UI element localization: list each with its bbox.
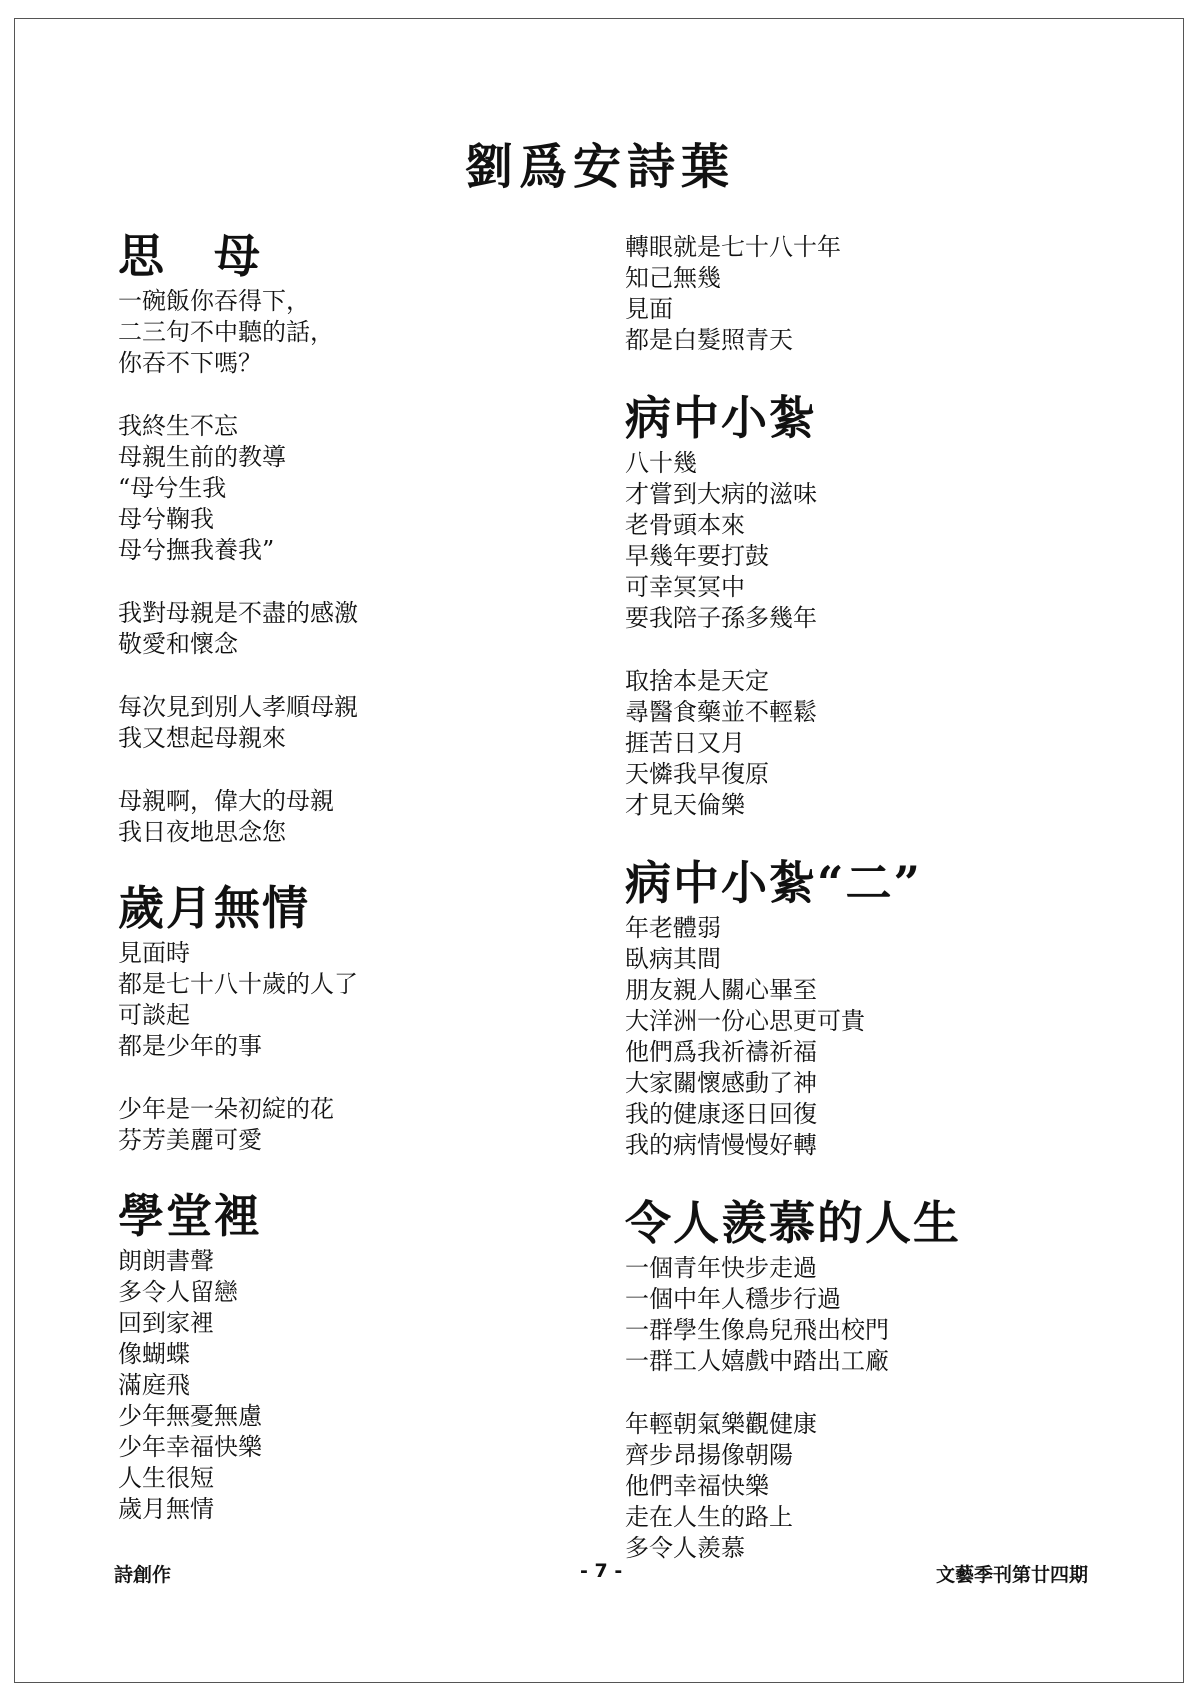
stanza [118, 1094, 598, 1156]
poem-line: 多令人留戀 [118, 1278, 238, 1306]
right-column [625, 232, 1145, 1596]
stanza [118, 598, 598, 660]
poem [625, 388, 1145, 821]
poem-line: 芬芳美麗可愛 [118, 1126, 262, 1154]
poem-line: 都是白髮照青天 [625, 326, 793, 354]
poem-line: 像蝴蝶 [118, 1340, 190, 1368]
poem-line: 大家關懷感動了神 [625, 1069, 817, 1097]
poem-line: 天憐我早復原 [625, 760, 769, 788]
page-title: 劉爲安詩葉 [464, 139, 735, 195]
poem-line: 人生很短 [118, 1464, 214, 1492]
stanza [625, 1253, 1145, 1377]
poem-line: 滿庭飛 [118, 1371, 190, 1399]
poem-line: 可幸冥冥中 [625, 573, 745, 601]
poem-line: 一個中年人穩步行過 [625, 1285, 841, 1313]
poem-line: 歲月無情 [118, 1495, 214, 1523]
stanza [625, 666, 1145, 821]
poem-line: “母兮生我 [118, 474, 227, 502]
poem-line: 要我陪子孫多幾年 [625, 604, 817, 632]
poem-line: 二三句不中聽的話， [118, 318, 334, 346]
poem-line: 走在人生的路上 [625, 1503, 793, 1531]
poem-title: 病中小紮 [625, 391, 817, 445]
poem-line: 母兮撫我養我” [118, 536, 275, 564]
left-column [118, 226, 598, 1557]
poem-title: 病中小紮“二” [625, 856, 922, 910]
stanza [118, 938, 598, 1062]
poem-line: 老骨頭本來 [625, 511, 745, 539]
poem-line: 母親啊，偉大的母親 [118, 787, 334, 815]
poem-line: 大洋洲一份心思更可貴 [625, 1007, 865, 1035]
poem [625, 853, 1145, 1161]
poem-line: 見面時 [118, 939, 190, 967]
footer-publication-name: 文藝季刊第廿四期 [935, 1564, 1088, 1586]
poem-line: 八十幾 [625, 449, 697, 477]
poem-line: 我的病情慢慢好轉 [625, 1131, 817, 1159]
poem-line: 我終生不忘 [118, 412, 238, 440]
poem-line: 少年無憂無慮 [118, 1402, 262, 1430]
poem-line: 朗朗書聲 [118, 1247, 214, 1275]
poem [625, 1193, 1145, 1564]
stanza [625, 1409, 1145, 1564]
poem-line: 一群學生像鳥兒飛出校門 [625, 1316, 889, 1344]
stanza [625, 913, 1145, 1161]
poem-title: 歲月無情 [118, 881, 310, 935]
poem-line: 尋醫食藥並不輕鬆 [625, 698, 817, 726]
footer-page-number: - 7 - [580, 1560, 623, 1582]
poem-line: 他們爲我祈禱祈福 [625, 1038, 817, 1066]
stanza [118, 411, 598, 566]
poem-line: 早幾年要打鼓 [625, 542, 769, 570]
stanza [625, 448, 1145, 634]
poem-line: 可談起 [118, 1001, 190, 1029]
poem-line: 少年是一朵初綻的花 [118, 1095, 334, 1123]
poem-line: 一碗飯你吞得下， [118, 287, 310, 315]
poem-title: 思 母 [118, 229, 262, 283]
stanza [118, 692, 598, 754]
poem-line: 一個青年快步走過 [625, 1254, 817, 1282]
poem-line: 他們幸福快樂 [625, 1472, 769, 1500]
poem-line: 齊步昂揚像朝陽 [625, 1441, 793, 1469]
stanza [118, 786, 598, 848]
poem-line: 我的健康逐日回復 [625, 1100, 817, 1128]
poem [625, 232, 1145, 356]
poem [118, 878, 598, 1156]
poem-line: 轉眼就是七十八十年 [625, 233, 841, 261]
poem-line: 我對母親是不盡的感激 [118, 599, 358, 627]
footer-section-label: 詩創作 [114, 1564, 172, 1586]
poem-line: 都是七十八十歲的人了 [118, 970, 358, 998]
poem-line: 取捨本是天定 [625, 667, 769, 695]
poem [118, 226, 598, 848]
poem-line: 母親生前的教導 [118, 443, 286, 471]
poem-line: 都是少年的事 [118, 1032, 262, 1060]
poem-line: 捱苦日又月 [625, 729, 745, 757]
poem-line: 一群工人嬉戲中踏出工廠 [625, 1347, 889, 1375]
poem [118, 1186, 598, 1525]
poem-line: 每次見到別人孝順母親 [118, 693, 358, 721]
poem-line: 知己無幾 [625, 264, 721, 292]
poem-line: 才見天倫樂 [625, 791, 745, 819]
poem-line: 少年幸福快樂 [118, 1433, 262, 1461]
poem-line: 年輕朝氣樂觀健康 [625, 1410, 817, 1438]
poem-line: 母兮鞠我 [118, 505, 214, 533]
poem-line: 我日夜地思念您 [118, 818, 286, 846]
poem-line: 臥病其間 [625, 945, 721, 973]
poem-line: 我又想起母親來 [118, 724, 286, 752]
poem-line: 回到家裡 [118, 1309, 214, 1337]
poem-line: 你吞不下嗎？ [118, 349, 262, 377]
poem-title: 令人羨慕的人生 [625, 1196, 961, 1250]
poem-line: 年老體弱 [625, 914, 721, 942]
poem-line: 多令人羨慕 [625, 1534, 745, 1562]
stanza [625, 232, 1145, 356]
poem-line: 見面 [625, 295, 673, 323]
stanza [118, 286, 598, 379]
poem-line: 敬愛和懷念 [118, 630, 238, 658]
stanza [118, 1246, 598, 1525]
poem-title: 學堂裡 [118, 1189, 262, 1243]
poem-line: 朋友親人關心畢至 [625, 976, 817, 1004]
poem-line: 才嘗到大病的滋味 [625, 480, 817, 508]
